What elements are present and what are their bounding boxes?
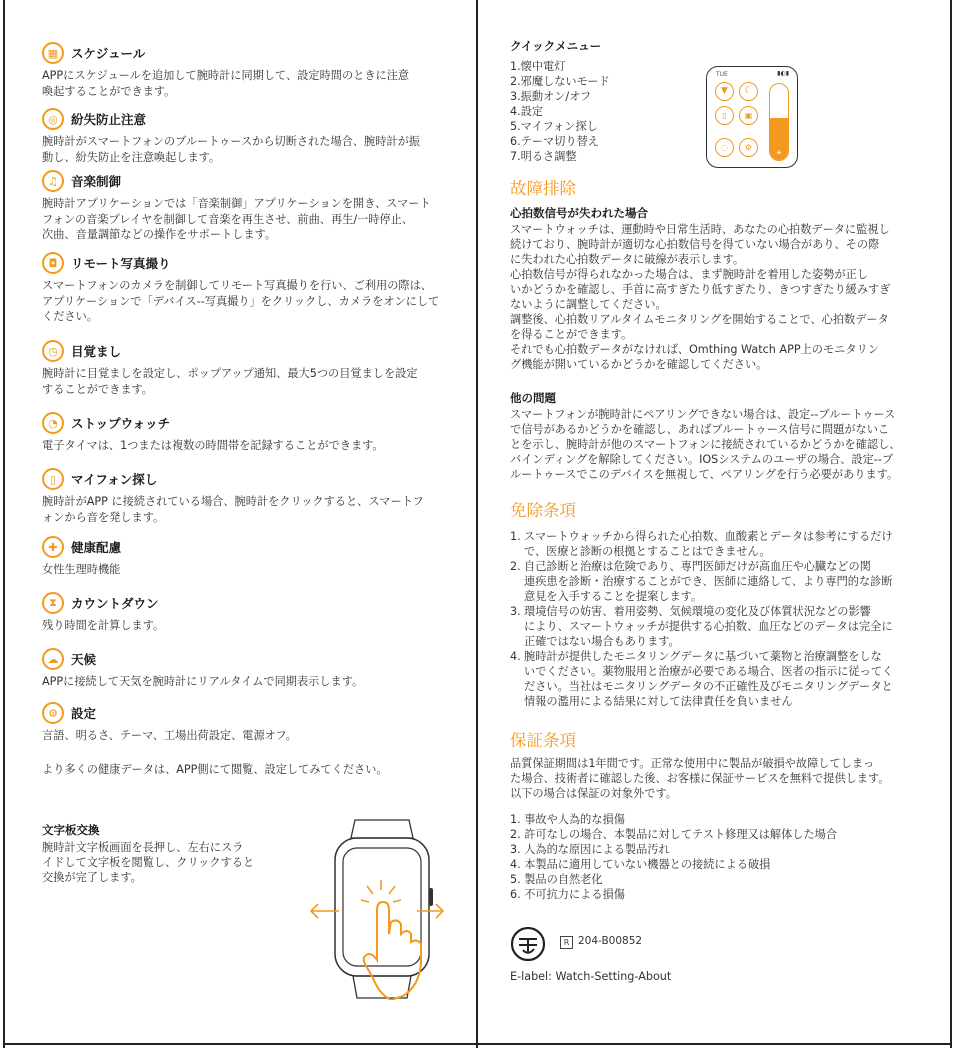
disclaimer-line: で、医療と診断の根拠とすることはできません。 (524, 545, 771, 558)
hr-line: 続けており、腕時計が適切な心拍数信号を得ていない場合があり、その際 (510, 238, 880, 251)
quick-menu-item: 6.テーマ切り替え (510, 135, 599, 148)
alarm-clock-icon: ◷ (42, 340, 64, 362)
feature-description (42, 674, 452, 690)
hr-line: 心拍数信号が得られなかった場合は、まず腕時計を着用した姿勢が正し (510, 268, 869, 281)
quick-menu-item: 4.設定 (510, 105, 544, 118)
feature-weather (42, 646, 452, 690)
quick-menu-item: 2.邪魔しないモード (510, 75, 610, 88)
disclaimer-text (524, 559, 893, 604)
watchface-line: イドして文字板を閲覧し、クリックすると (42, 856, 255, 869)
cert-number: 204-B00852 (578, 935, 643, 947)
feature-line: 腕時計がAPP に接続されている場合、腕時計をクリックすると、スマートフ (42, 495, 424, 508)
watchface-line: 腕時計文字板画面を長押し、左右にスラ (42, 841, 244, 854)
feature-title: 目覚まし (71, 344, 122, 359)
warranty-exclusion-item: 2. 許可なしの場合、本製品に対してテスト修理又は解体した場合 (510, 828, 838, 841)
other-line: ルートゥースでこのデバイスを無視して、ペアリングを行う必要があります。 (510, 468, 899, 481)
feature-calendar (42, 40, 452, 99)
disclaimer-number: 1. (510, 530, 521, 543)
feature-line: 腕時計に目覚ましを設定し、ポップアップ通知、最大5つの目覚ましを設定 (42, 367, 418, 380)
feature-title: カウントダウン (71, 596, 159, 611)
watch-screen (343, 848, 421, 966)
disclaimer-title: 免除条項 (510, 501, 576, 520)
settings-gear-icon: ⚙ (42, 702, 64, 724)
disclaimer-item (510, 604, 925, 649)
feature-title: スケジュール (71, 46, 146, 61)
brightness-slider (769, 83, 789, 161)
feature-line: ください。 (42, 310, 98, 323)
r-mark: R (560, 936, 573, 949)
feature-title: 健康配慮 (71, 540, 122, 555)
feature-line: 喚起することができます。 (42, 84, 176, 98)
stopwatch-icon: ◔ (42, 412, 64, 434)
hr-lost-body (510, 222, 925, 372)
warranty-exclusion-list (510, 812, 925, 902)
feature-description (42, 196, 452, 243)
feature-line: 言語、明るさ、テーマ、工場出荷設定、電源オフ。 (42, 729, 297, 742)
tapping-hand-icon (364, 902, 421, 1000)
feature-settings-gear (42, 700, 452, 744)
feature-camera (42, 250, 452, 325)
feature-description (42, 68, 452, 99)
feature-line: アプリケーションで「デバイス--写真撮り」をクリックし、カメラをオンにして (42, 294, 440, 308)
feature-line: することができます。 (42, 382, 153, 396)
hr-lost-title: 心拍数信号が失われた場合 (510, 206, 648, 220)
disclaimer-line: スマートウォッチから得られた心拍数、血酸素とデータは参考にするだけ (524, 530, 893, 543)
quick-menu-item: 1.懐中電灯 (510, 60, 566, 73)
feature-title: 紛失防止注意 (71, 112, 147, 127)
feature-description (42, 728, 452, 744)
flashlight-icon: ▼ (715, 82, 734, 101)
screen-day-label: TUE (716, 71, 728, 78)
watch-crown (429, 888, 433, 906)
quick-menu-screen (706, 66, 798, 168)
giteki-mark-icon (510, 926, 546, 962)
warranty-body (510, 756, 925, 801)
other-line: とを示し、腕時計が他のスマートフォンに接続されているかどうかを確認し、 (510, 438, 901, 451)
feature-stopwatch (42, 410, 452, 454)
watchface-body (42, 840, 272, 885)
quick-menu-list (510, 59, 690, 164)
disclaimer-number: 3. (510, 605, 521, 618)
warranty-line: た場合、技術者に確認した後、お客様に保証サービスを無料で提供します。 (510, 772, 890, 785)
watch-body (335, 838, 429, 976)
feature-title: 音楽制御 (71, 174, 122, 189)
other-line: バインディングを解除してください。IOSシステムのユーザの場合、設定--ブ (510, 453, 894, 466)
feature-title: ストップウォッチ (71, 416, 171, 431)
warranty-exclusion-item: 3. 人為的な原因による製品汚れ (510, 843, 670, 856)
feature-find-phone (42, 466, 452, 525)
watch-strap-top (351, 820, 413, 838)
disclaimer-line: 腕時計が提供したモニタリングデータに基づいて薬物と治療調整をしな (524, 650, 882, 663)
warranty-line: 以下の場合は保証の対象外です。 (510, 787, 677, 800)
disclaimer-line: により、スマートウォッチが提供する心拍数、血圧などのデータは完全に (524, 620, 893, 633)
warranty-exclusion-item: 5. 製品の自然老化 (510, 873, 603, 886)
feature-description (42, 438, 452, 454)
disclaimer-line: 連疾患を診断・治療することができ、医師に連絡して、より専門的な診断 (524, 575, 893, 588)
weather-icon: ☁ (42, 648, 64, 670)
feature-line: 腕時計アプリケーションでは「音楽制御」アプリケーションを開き、スマート (42, 197, 431, 210)
watchface-line: 交換が完了します。 (42, 871, 142, 884)
hr-line: ないように調整してください。 (510, 298, 667, 311)
feature-anti-loss (42, 106, 452, 165)
feature-music (42, 168, 452, 243)
status-icons: ▮◐▮ (777, 70, 789, 77)
warranty-exclusion-item: 6. 不可抗力による損傷 (510, 888, 625, 901)
hr-line: グ機能が開いているかどうかを確認してください。 (510, 358, 768, 371)
watchface-title: 文字板交換 (42, 823, 100, 837)
feature-line: 女性生理時機能 (42, 563, 121, 576)
health-icon: ✚ (42, 536, 64, 558)
disclaimer-text (524, 649, 893, 709)
hr-line: に失われた心拍数データに破線が表示します。 (510, 253, 745, 266)
feature-line: 動し、紛失防止を注意喚起します。 (42, 150, 221, 164)
feature-alarm-clock (42, 338, 452, 397)
disclaimer-number: 2. (510, 560, 521, 573)
theme-icon: ◌ (715, 138, 734, 157)
left-border (3, 0, 5, 1048)
feature-title: 天候 (71, 652, 97, 667)
quick-menu-title: クイックメニュー (510, 39, 602, 53)
bottom-border (3, 1043, 952, 1045)
feature-line: ォンから音を発します。 (42, 510, 165, 524)
tap-rays-icon (361, 880, 401, 902)
disclaimer-item (510, 529, 925, 559)
feature-description (42, 562, 452, 578)
feature-line: APPにスケジュールを追加して腕時計に同期して、設定時間のときに注意 (42, 69, 410, 82)
find-phone-small-icon: ▣ (739, 106, 758, 125)
feature-description (42, 618, 452, 634)
disclaimer-text (524, 604, 893, 649)
feature-description (42, 134, 452, 165)
disclaimer-item (510, 559, 925, 604)
feature-description (42, 494, 452, 525)
hr-line: スマートウォッチは、運動時や日常生活時、あなたの心拍数データに監視し (510, 223, 890, 236)
sun-icon: ☀ (775, 149, 783, 157)
other-issues-body (510, 407, 925, 482)
feature-line: スマートフォンのカメラを制御してリモート写真撮りを行い、ご利用の際は、 (42, 279, 432, 292)
quick-menu-item: 3.振動オン/オフ (510, 90, 592, 103)
disclaimer-text (524, 529, 893, 559)
feature-title: マイフォン探し (71, 472, 158, 487)
feature-title: リモート写真撮り (71, 256, 171, 271)
feature-line: 電子タイマは、1つまたは複数の時間帯を記録することができます。 (42, 439, 384, 452)
hr-line: を得ることができます。 (510, 328, 633, 341)
disclaimer-list (510, 529, 925, 709)
more-health-note: より多くの健康データは、APP側にて閲覧、設定してみてください。 (42, 763, 388, 776)
right-border (950, 0, 952, 1048)
hr-line: それでも心拍数データがなければ、Omthing Watch APP上のモニタリン (510, 343, 879, 356)
music-icon: ♫ (42, 170, 64, 192)
hr-line: いかどうかを確認し、手首に高すぎたり低すぎたり、きつすぎたり緩みすぎ (510, 283, 891, 296)
troubleshooting-title: 故障排除 (510, 179, 576, 198)
hr-line: 調整後、心拍数リアルタイムモニタリングを開始することで、心拍数データ (510, 313, 889, 326)
feature-health (42, 534, 452, 578)
disclaimer-line: いでください。薬物服用と治療が必要である場合、医者の指示に従ってく (524, 665, 894, 678)
disclaimer-line: 自己診断と治療は危険であり、専門医師だけが高血圧や心臓などの関 (524, 560, 871, 573)
feature-description (42, 278, 452, 325)
disclaimer-line: 正確ではない場合もあります。 (524, 635, 680, 648)
disclaimer-number: 4. (510, 650, 521, 663)
other-line: で信号があるかどうかを確認し、あればブルートゥース信号に問題がないこ (510, 423, 890, 436)
warranty-exclusion-item: 1. 事故や人為的な損傷 (510, 813, 625, 826)
quick-menu-item: 7.明るさ調整 (510, 150, 577, 163)
disclaimer-line: 情報の濫用による結果に対して法律責任を負いません (524, 695, 793, 708)
other-line: スマートフォンが腕時計にペアリングできない場合は、設定--ブルートゥース (510, 408, 896, 421)
feature-line: 次曲、音量調節などの操作をサポートします。 (42, 228, 277, 241)
warranty-exclusion-item: 4. 本製品に適用していない機器との接続による破損 (510, 858, 771, 871)
settings-small-icon: ⚙ (739, 138, 758, 157)
quick-menu-item: 5.マイフォン探し (510, 120, 598, 133)
disclaimer-line: 意見を入手することを提案します。 (524, 590, 703, 603)
feature-line: 残り時間を計算します。 (42, 619, 165, 632)
feature-line: APPに接続して天気を腕時計にリアルタイムで同期表示します。 (42, 675, 364, 688)
vibration-icon: ▯ (715, 106, 734, 125)
other-issues-title: 他の問題 (510, 391, 556, 405)
feature-title: 設定 (71, 706, 97, 721)
watch-swipe-illustration (307, 818, 447, 1000)
find-phone-icon: ▯ (42, 468, 64, 490)
feature-line: フォンの音楽プレイヤを制御して音楽を再生させ、前曲、再生/一時停止、 (42, 212, 414, 226)
disclaimer-line: 環境信号の妨害、着用姿勢、気候環境の変化及び体質状況などの影響 (524, 605, 871, 618)
hourglass-icon: ⧗ (42, 592, 64, 614)
disclaimer-item (510, 649, 925, 709)
e-label: E-label: Watch-Setting-About (510, 970, 672, 983)
feature-line: 腕時計がスマートフォンのブルートゥースから切断された場合、腕時計が振 (42, 135, 420, 148)
feature-description (42, 366, 452, 397)
disclaimer-line: ださい。当社はモニタリングデータの不正確性及びモニタリングデータと (524, 680, 893, 693)
calendar-icon: ▦ (42, 42, 64, 64)
feature-hourglass (42, 590, 452, 634)
warranty-line: 品質保証期間は1年間です。正常な使用中に製品が破損や故障してしまっ (510, 757, 875, 770)
warranty-title: 保証条項 (510, 731, 576, 750)
center-divider (476, 0, 478, 1048)
watch-strap-bottom (353, 976, 411, 998)
camera-icon: ◘ (42, 252, 64, 274)
anti-loss-icon: ◎ (42, 108, 64, 130)
do-not-disturb-icon: ☾ (739, 82, 758, 101)
